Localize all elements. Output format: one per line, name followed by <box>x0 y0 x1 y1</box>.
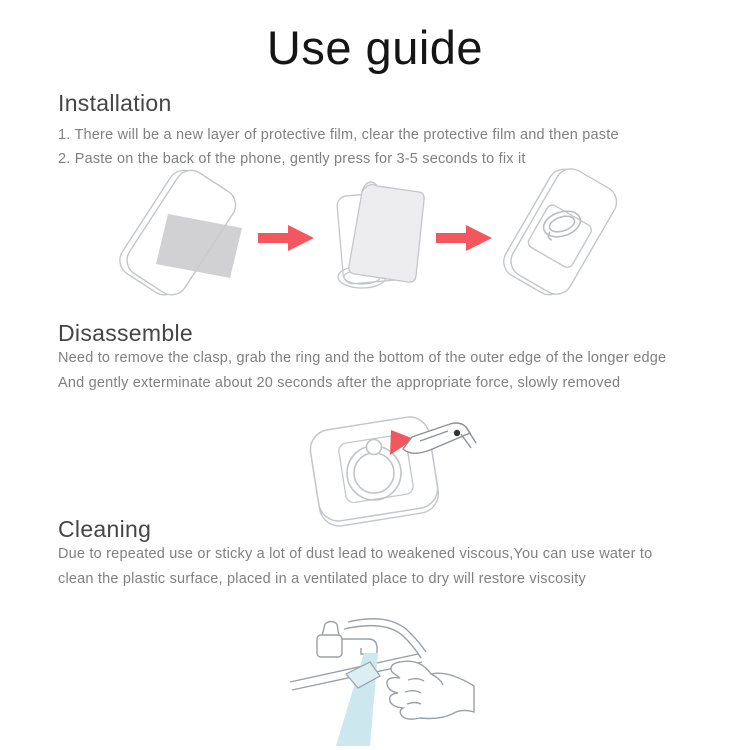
phone-with-film-icon <box>112 174 244 294</box>
cleaning-line-2: clean the plastic surface, placed in a ventilated place to dry will restore viscosity <box>58 571 586 587</box>
disassemble-line-2: And gently exterminate about 20 seconds after the appropriate force, slowly removed <box>58 375 621 391</box>
arrow-right-icon <box>436 223 492 253</box>
rinse-under-faucet-icon <box>288 608 474 748</box>
ring-plate-pry-tool-icon <box>300 407 476 528</box>
disassemble-heading: Disassemble <box>58 320 193 346</box>
phone-with-ring-icon <box>498 172 622 296</box>
installation-heading: Installation <box>58 90 172 116</box>
installation-step-1: 1. There will be a new layer of protective film, clear the protective film and then paste <box>58 127 619 143</box>
peel-film-icon <box>332 177 432 290</box>
installation-step-2: 2. Paste on the back of the phone, gently press for 3-5 seconds to fix it <box>58 151 526 167</box>
arrow-right-icon <box>258 223 314 253</box>
page-title: Use guide <box>266 21 484 74</box>
cleaning-line-1: Due to repeated use or sticky a lot of dust lead to weakened viscous,You can use water to <box>58 546 653 562</box>
disassemble-line-1: Need to remove the clasp, grab the ring and the bottom of the outer edge of the longer edge <box>58 350 667 366</box>
cleaning-heading: Cleaning <box>58 516 152 542</box>
